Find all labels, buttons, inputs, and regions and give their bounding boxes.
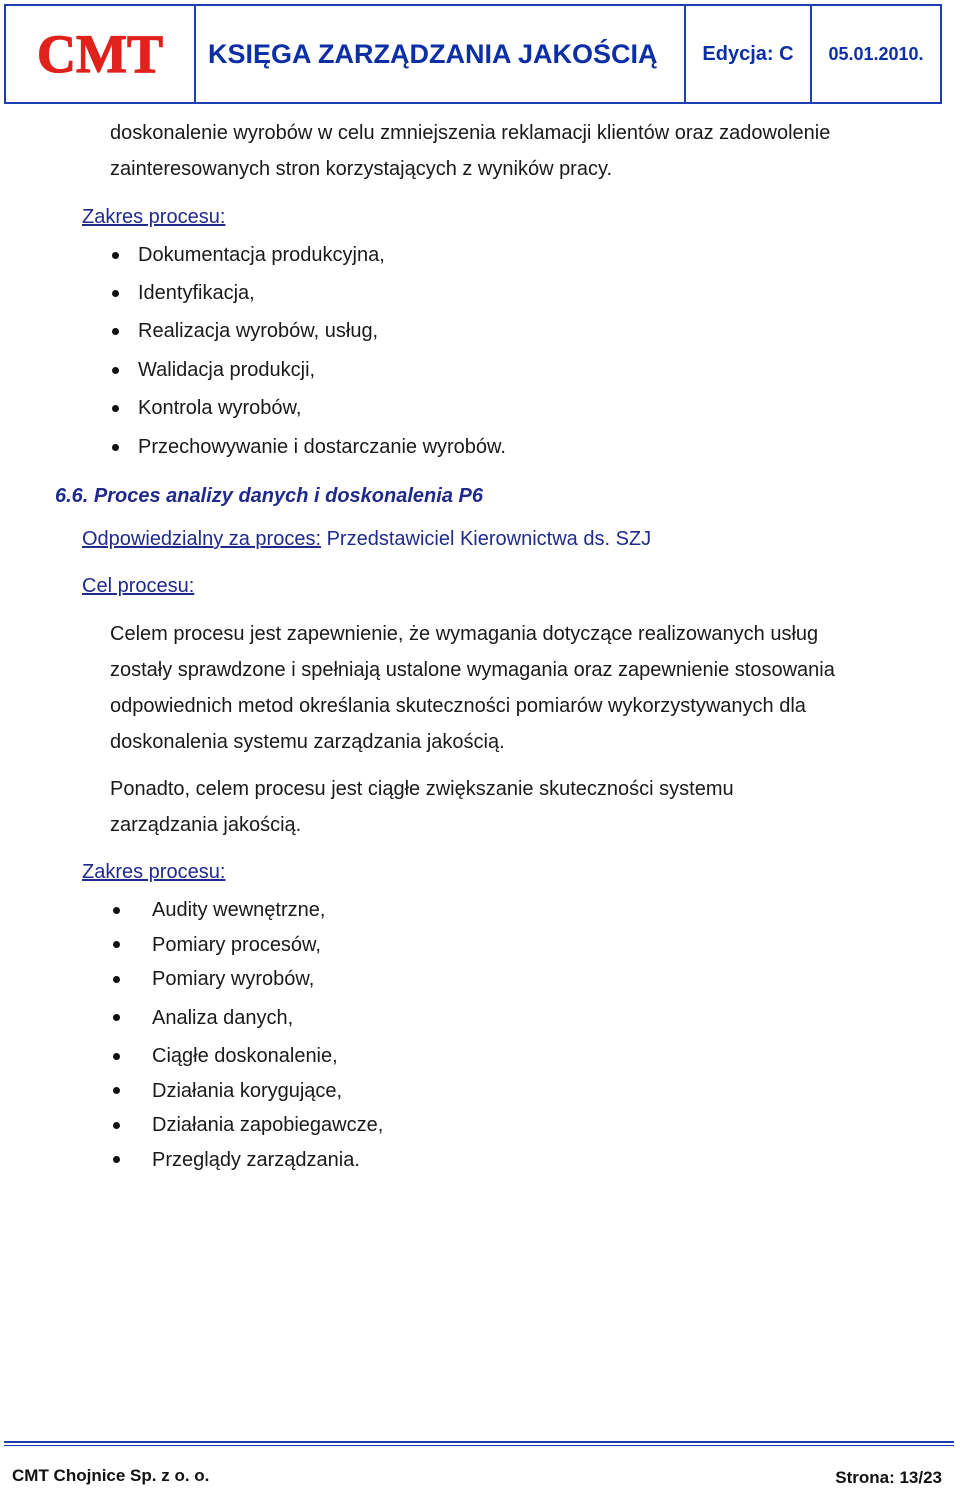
section-heading: 6.6. Proces analizy danych i doskonalenia P6	[55, 485, 483, 507]
scope2-item: Przeglądy zarządzania.	[152, 1149, 360, 1171]
bullet-icon	[113, 1087, 120, 1094]
responsible-value: Przedstawiciel Kierownictwa ds. SZJ	[321, 528, 652, 550]
goal-label: Cel procesu:	[82, 575, 195, 597]
cmt-logo-icon	[25, 26, 175, 82]
goal-line: odpowiednich metod określania skuteczności pomiarów wykorzystywanych dla	[110, 695, 806, 717]
scope2-item: Audity wewnętrzne,	[152, 899, 326, 921]
bullet-icon	[113, 1014, 120, 1021]
bullet-icon	[112, 367, 119, 374]
bullet-icon	[113, 941, 120, 948]
edition-label: Edycja: C	[686, 6, 812, 102]
goal-line: doskonalenia systemu zarządzania jakością.	[110, 731, 505, 753]
scope2-item: Ciągłe doskonalenie,	[152, 1045, 338, 1067]
bullet-icon	[113, 907, 120, 914]
scope2-item: Pomiary wyrobów,	[152, 968, 315, 990]
scope2-item: Pomiary procesów,	[152, 934, 321, 956]
bullet-icon	[113, 1122, 120, 1129]
bullet-icon	[112, 405, 119, 412]
scope1-item: Kontrola wyrobów,	[138, 397, 302, 419]
bullet-icon	[113, 1156, 120, 1163]
responsible-line	[82, 521, 651, 557]
page-number: Strona: 13/23	[835, 1468, 942, 1487]
scope2-item: Analiza danych,	[152, 1007, 294, 1029]
goal2-line: Ponadto, celem procesu jest ciągłe zwiększanie skuteczności systemu	[110, 778, 734, 800]
scope1-item: Dokumentacja produkcyjna,	[138, 244, 385, 266]
bullet-icon	[112, 444, 119, 451]
goal2-line: zarządzania jakością.	[110, 814, 302, 836]
document-title: KSIĘGA ZARZĄDZANIA JAKOŚCIĄ	[196, 6, 686, 102]
intro-line-2: zainteresowanych stron korzystających z wyników pracy.	[110, 158, 613, 180]
scope1-item: Identyfikacja,	[138, 282, 255, 304]
bullet-icon	[113, 1053, 120, 1060]
responsible-label: Odpowiedzialny za proces:	[82, 528, 322, 550]
bullet-icon	[112, 328, 119, 335]
scope1-item: Walidacja produkcji,	[138, 359, 316, 381]
scope1-item: Realizacja wyrobów, usług,	[138, 320, 379, 342]
footer-company: CMT Chojnice Sp. z o. o.	[12, 1466, 210, 1485]
intro-line-1: doskonalenie wyrobów w celu zmniejszenia reklamacji klientów oraz zadowolenie	[110, 122, 831, 144]
bullet-icon	[113, 976, 120, 983]
scope2-item: Działania zapobiegawcze,	[152, 1114, 384, 1136]
scope1-item: Przechowywanie i dostarczanie wyrobów.	[138, 436, 506, 458]
scope-label-1: Zakres procesu:	[82, 206, 226, 228]
document-header	[4, 4, 942, 104]
bullet-icon	[112, 252, 119, 259]
edition-date: 05.01.2010.	[828, 43, 924, 64]
goal-line: Celem procesu jest zapewnienie, że wymagania dotyczące realizowanych usług	[110, 623, 819, 645]
scope-label-2: Zakres procesu:	[82, 861, 226, 883]
footer-divider	[4, 1445, 954, 1446]
bullet-icon	[112, 290, 119, 297]
goal-line: zostały sprawdzone i spełniają ustalone wymagania oraz zapewnienie stosowania	[110, 659, 835, 681]
company-logo	[6, 6, 196, 102]
scope2-item: Działania korygujące,	[152, 1080, 343, 1102]
footer-divider	[4, 1441, 954, 1443]
svg-text:CMT: CMT	[37, 26, 163, 82]
